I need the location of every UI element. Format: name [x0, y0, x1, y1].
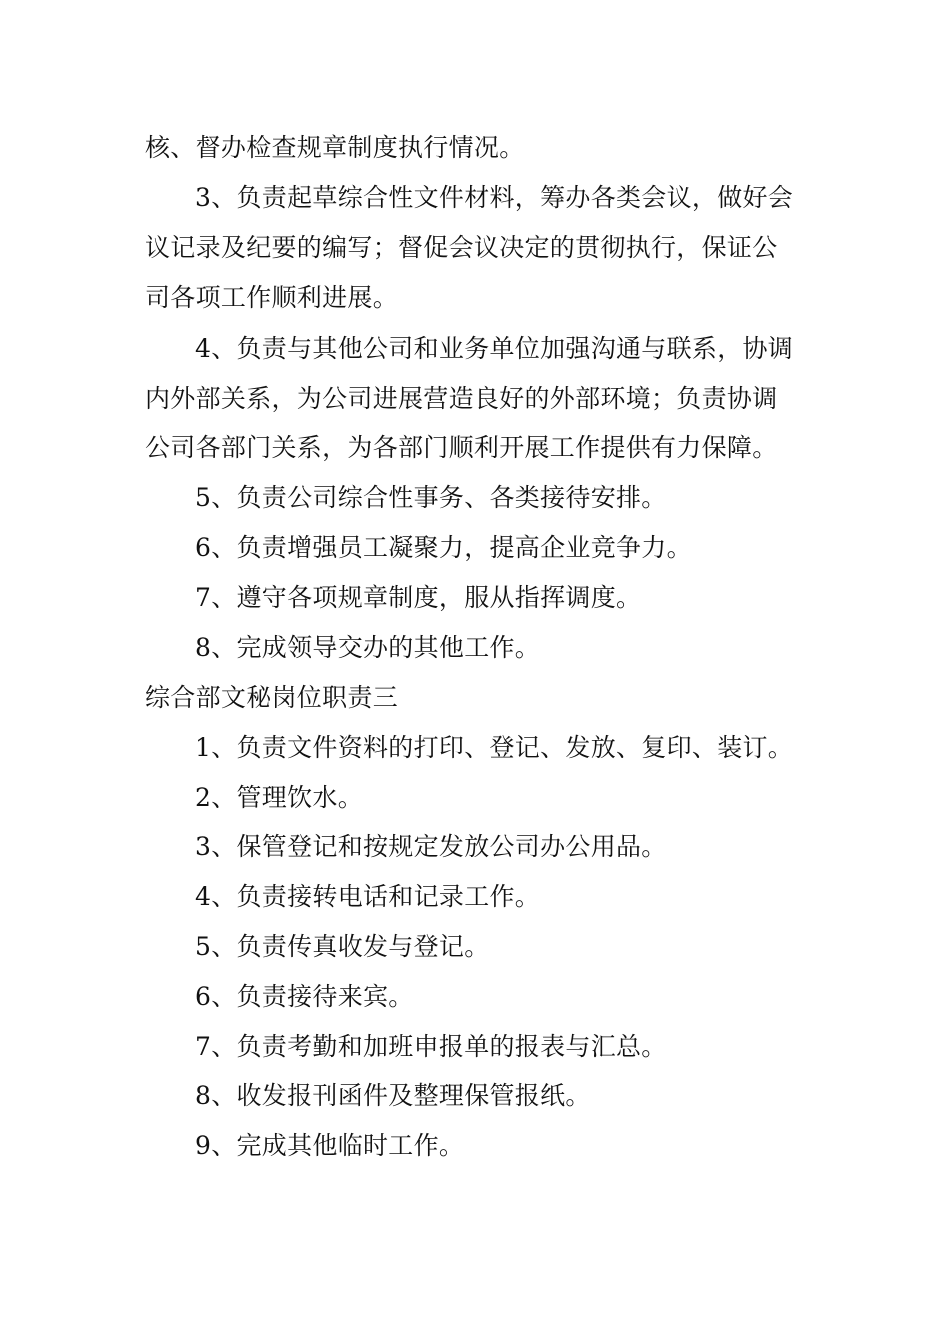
- list-item: 2、管理饮水。: [195, 783, 364, 812]
- paragraph-line: 司各项工作顺利进展。: [145, 283, 399, 312]
- list-item: 4、负责接转电话和记录工作。: [195, 882, 541, 911]
- paragraph-line: 公司各部门关系，为各部门顺利开展工作提供有力保障。: [145, 433, 778, 462]
- paragraph-line: 核、督办检查规章制度执行情况。: [145, 133, 525, 162]
- paragraph-line: 议记录及纪要的编写；督促会议决定的贯彻执行，保证公: [145, 233, 778, 262]
- paragraph-line: 4、负责与其他公司和业务单位加强沟通与联系，协调: [195, 334, 794, 363]
- list-item: 7、负责考勤和加班申报单的报表与汇总。: [195, 1032, 667, 1061]
- list-item: 6、负责增强员工凝聚力，提高企业竞争力。: [195, 533, 692, 562]
- list-item: 8、收发报刊函件及整理保管报纸。: [195, 1081, 591, 1110]
- list-item: 6、负责接待来宾。: [195, 982, 414, 1011]
- list-item: 3、保管登记和按规定发放公司办公用品。: [195, 832, 667, 861]
- list-item: 7、遵守各项规章制度，服从指挥调度。: [195, 583, 642, 612]
- list-item: 5、负责传真收发与登记。: [195, 932, 490, 961]
- list-item: 5、负责公司综合性事务、各类接待安排。: [195, 483, 667, 512]
- list-item: 9、完成其他临时工作。: [195, 1131, 465, 1160]
- section-heading: 综合部文秘岗位职责三: [145, 683, 399, 712]
- list-item: 8、完成领导交办的其他工作。: [195, 633, 541, 662]
- list-item: 1、负责文件资料的打印、登记、发放、复印、装订。: [195, 733, 794, 762]
- paragraph-line: 3、负责起草综合性文件材料，筹办各类会议，做好会: [195, 183, 794, 212]
- paragraph-line: 内外部关系，为公司进展营造良好的外部环境；负责协调: [145, 384, 778, 413]
